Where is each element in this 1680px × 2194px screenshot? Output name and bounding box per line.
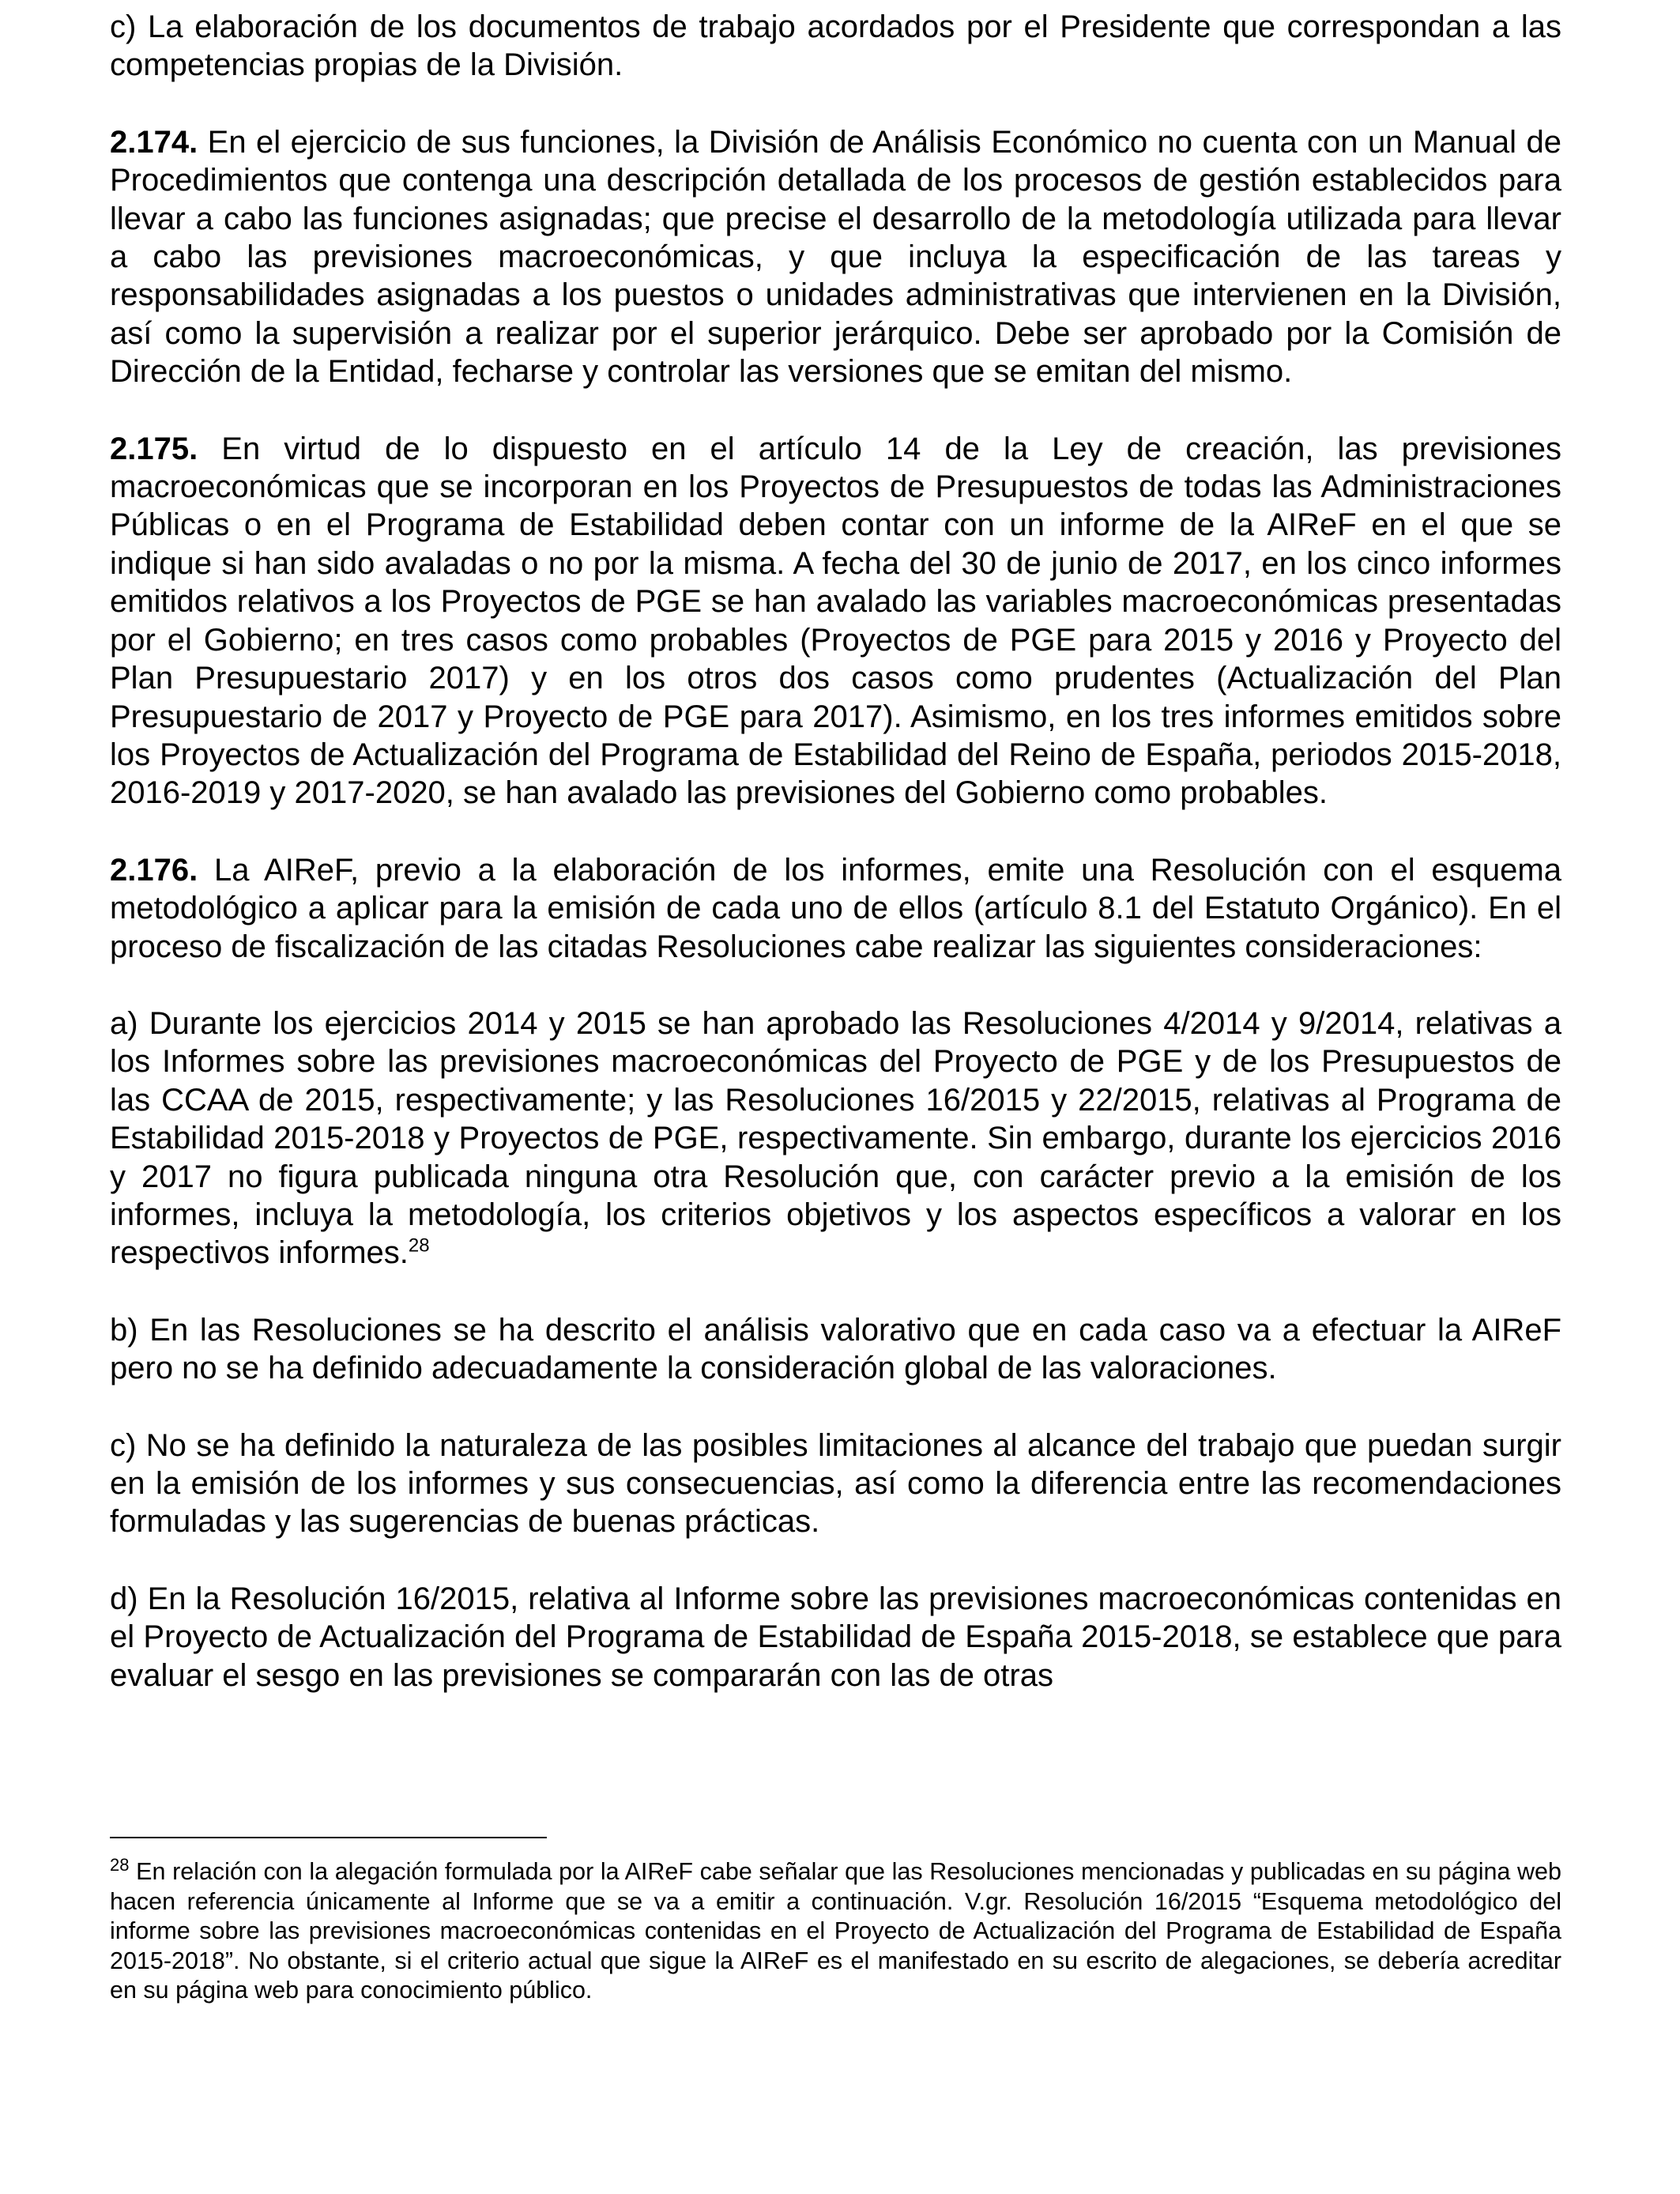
paragraph-2-175: [110, 430, 1561, 812]
paragraph-text: d) En la Resolución 16/2015, relativa al Informe sobre las previsiones macroeconómicas contenidas en el Proyecto de Actualización del Programa de Estabilidad de España 2015-2018, se establece que para evaluar el sesgo en las previsiones se compararán con las de otras: [110, 1581, 1561, 1693]
footnote-text: En relación con la alegación formulada por la AIReF cabe señalar que las Resoluciones mencionadas y publicadas en su página web hacen referencia únicamente al Informe que se va a emitir a continuación. V.gr. Resolución 16/2015 “Esquema metodológico del informe sobre las previsiones macroeconómicas contenidas en el Proyecto de Actualización del Programa de Estabilidad de España 2015-2018”. No obstante, si el criterio actual que sigue la AIReF es el manifestado en su escrito de alegaciones, se debería acreditar en su página web para conocimiento público.: [110, 1858, 1561, 2004]
footnote: [110, 1854, 1561, 2006]
paragraph-number: 2.175.: [110, 431, 198, 466]
footnote-number: 28: [110, 1854, 130, 1875]
paragraph-item-c: [110, 1427, 1561, 1541]
document-body: [110, 8, 1561, 1733]
paragraph-number: 2.174.: [110, 124, 198, 160]
paragraph-text: a) Durante los ejercicios 2014 y 2015 se han aprobado las Resoluciones 4/2014 y 9/2014, relativas a los Informes sobre las previsiones macroeconómicas del Proyecto de PGE y de los Presupuestos de las CCAA de 2015, respectivamente; y las Resoluciones 16/2015 y 22/2015, relativas al Programa de Estabilidad 2015-2018 y Proyectos de PGE, respectivamente. Sin embargo, durante los ejercicios 2016 y 2017 no figura publicada ninguna otra Resolución que, con carácter previo a la emisión de los informes, incluya la metodología, los criterios objetivos y los aspectos específicos a valorar en los respectivos informes.: [110, 1005, 1561, 1271]
paragraph-item-d: [110, 1580, 1561, 1695]
paragraph-item-c-division: [110, 8, 1561, 85]
paragraph-text: En virtud de lo dispuesto en el artículo 14 de la Ley de creación, las previsiones macroeconómicas que se incorporan en los Proyectos de Presupuestos de todas las Administraciones Públicas o en el Programa de Estabilidad deben contar con un informe de la AIReF en el que se indique si han sido avaladas o no por la misma. A fecha del 30 de junio de 2017, en los cinco informes emitidos relativos a los Proyectos de PGE se han avalado las variables macroeconómicas presentadas por el Gobierno; en tres casos como probables (Proyectos de PGE para 2015 y 2016 y Proyecto del Plan Presupuestario 2017) y en los otros dos casos como prudentes (Actualización del Plan Presupuestario de 2017 y Proyecto de PGE para 2017). Asimismo, en los tres informes emitidos sobre los Proyectos de Actualización del Programa de Estabilidad del Reino de España, periodos 2015-2018, 2016-2019 y 2017-2020, se han avalado las previsiones del Gobierno como probables.: [110, 431, 1562, 811]
paragraph-2-174: [110, 123, 1561, 391]
paragraph-item-b: [110, 1311, 1561, 1388]
paragraph-text: b) En las Resoluciones se ha descrito el análisis valorativo que en cada caso va a efectuar la AIReF pero no se ha definido adecuadamente la consideración global de las valoraciones.: [110, 1312, 1561, 1386]
paragraph-number: 2.176.: [110, 852, 198, 888]
paragraph-2-176: [110, 851, 1561, 966]
footnote-separator: [110, 1837, 547, 1838]
footnote-reference[interactable]: 28: [408, 1235, 430, 1257]
paragraph-text: c) No se ha definido la naturaleza de las posibles limitaciones al alcance del trabajo que puedan surgir en la emisión de los informes y sus consecuencias, así como la diferencia entre las recomendaciones formuladas y las sugerencias de buenas prácticas.: [110, 1427, 1561, 1540]
paragraph-text: c) La elaboración de los documentos de trabajo acordados por el Presidente que correspondan a las competencias propias de la División.: [110, 9, 1561, 83]
paragraph-item-a: [110, 1005, 1561, 1272]
paragraph-text: La AIReF, previo a la elaboración de los informes, emite una Resolución con el esquema metodológico a aplicar para la emisión de cada uno de ellos (artículo 8.1 del Estatuto Orgánico). En el proceso de fiscalización de las citadas Resoluciones cabe realizar las siguientes consideraciones:: [110, 852, 1561, 964]
paragraph-text: En el ejercicio de sus funciones, la División de Análisis Económico no cuenta con un Manual de Procedimientos que contenga una descripción detallada de los procesos de gestión establecidos para llevar a cabo las funciones asignadas; que precise el desarrollo de la metodología utilizada para llevar a cabo las previsiones macroeconómicas, y que incluya la especificación de las tareas y responsabilidades asignadas a los puestos o unidades administrativas que intervienen en la División, así como la supervisión a realizar por el superior jerárquico. Debe ser aprobado por la Comisión de Dirección de la Entidad, fecharse y controlar las versiones que se emitan del mismo.: [110, 124, 1561, 390]
